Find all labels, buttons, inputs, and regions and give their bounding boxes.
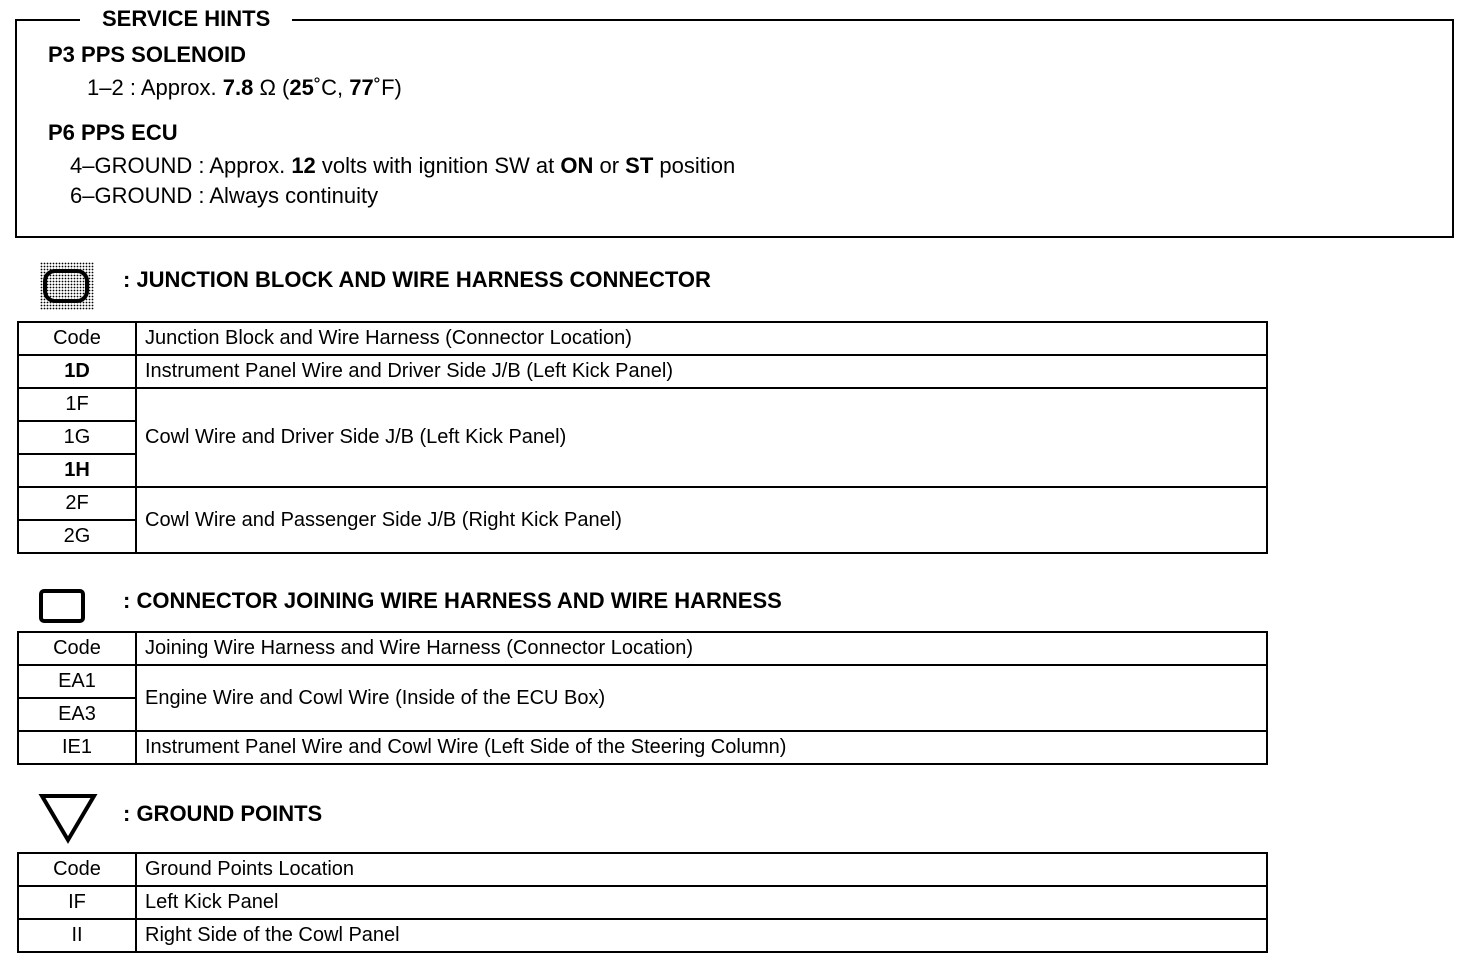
connector-table — [17, 631, 1268, 765]
location-cell: Engine Wire and Cowl Wire (Inside of the ECU Box) — [136, 665, 1267, 731]
table-row — [18, 886, 1267, 919]
table-row — [18, 355, 1267, 388]
code-cell: 1F — [18, 388, 136, 421]
table-header-row — [18, 632, 1267, 665]
junction-block-icon — [40, 262, 94, 310]
code-header: Code — [18, 632, 136, 665]
location-cell: Cowl Wire and Passenger Side J/B (Right Kick Panel) — [136, 487, 1267, 553]
table-header-row — [18, 853, 1267, 886]
junction-heading: : JUNCTION BLOCK AND WIRE HARNESS CONNECTOR — [123, 267, 711, 292]
p3-range-text: 1–2 : Approx. — [87, 75, 223, 100]
connector-heading: : CONNECTOR JOINING WIRE HARNESS AND WIRE HARNESS — [123, 588, 782, 613]
code-cell: EA1 — [18, 665, 136, 698]
p6-ground4-line — [70, 153, 735, 179]
p3-ohms-unit: Ω ( — [253, 75, 290, 100]
location-cell: Right Side of the Cowl Panel — [136, 919, 1267, 952]
code-cell: 1D — [18, 355, 136, 388]
p3-heading: P3 PPS SOLENOID — [48, 42, 247, 67]
p6-on-text: ON — [560, 153, 594, 178]
p3-resistance-line — [87, 75, 402, 101]
p6-ground6-line: 6–GROUND : Always continuity — [70, 183, 379, 208]
code-cell: 1G — [18, 421, 136, 454]
table-row — [18, 487, 1267, 520]
service-hints-title: SERVICE HINTS — [80, 6, 292, 32]
location-header: Junction Block and Wire Harness (Connector Location) — [136, 322, 1267, 355]
p6-volts-text: volts with ignition SW at — [315, 153, 561, 178]
p6-position-text: position — [653, 153, 736, 178]
location-cell: Instrument Panel Wire and Driver Side J/B (Left Kick Panel) — [136, 355, 1267, 388]
p3-f-unit: ˚F) — [373, 75, 402, 100]
ground-point-icon — [38, 792, 98, 844]
code-cell: 2F — [18, 487, 136, 520]
ground-heading: : GROUND POINTS — [123, 801, 323, 826]
table-row — [18, 388, 1267, 421]
table-row — [18, 731, 1267, 764]
code-cell: IF — [18, 886, 136, 919]
code-cell: 2G — [18, 520, 136, 553]
ground-table — [17, 852, 1268, 953]
table-header-row — [18, 322, 1267, 355]
p6-heading: P6 PPS ECU — [48, 120, 178, 145]
location-cell: Instrument Panel Wire and Cowl Wire (Left Side of the Steering Column) — [136, 731, 1267, 764]
code-header: Code — [18, 322, 136, 355]
location-cell: Cowl Wire and Driver Side J/B (Left Kick Panel) — [136, 388, 1267, 487]
p3-temp-f: 77 — [349, 75, 374, 100]
location-header: Ground Points Location — [136, 853, 1267, 886]
p6-or-text: or — [593, 153, 626, 178]
location-cell: Left Kick Panel — [136, 886, 1267, 919]
p6-volts-value: 12 — [291, 153, 316, 178]
code-header: Code — [18, 853, 136, 886]
p3-temp-c: 25 — [289, 75, 314, 100]
table-row — [18, 919, 1267, 952]
connector-icon — [38, 588, 86, 624]
p6-ground4-text: 4–GROUND : Approx. — [70, 153, 292, 178]
code-cell: 1H — [18, 454, 136, 487]
p3-ohms-value: 7.8 — [222, 75, 254, 100]
code-cell: EA3 — [18, 698, 136, 731]
p3-c-unit: ˚C, — [313, 75, 350, 100]
junction-table — [17, 321, 1268, 554]
code-cell: IE1 — [18, 731, 136, 764]
code-cell: II — [18, 919, 136, 952]
p6-st-text: ST — [625, 153, 654, 178]
table-row — [18, 665, 1267, 698]
location-header: Joining Wire Harness and Wire Harness (Connector Location) — [136, 632, 1267, 665]
